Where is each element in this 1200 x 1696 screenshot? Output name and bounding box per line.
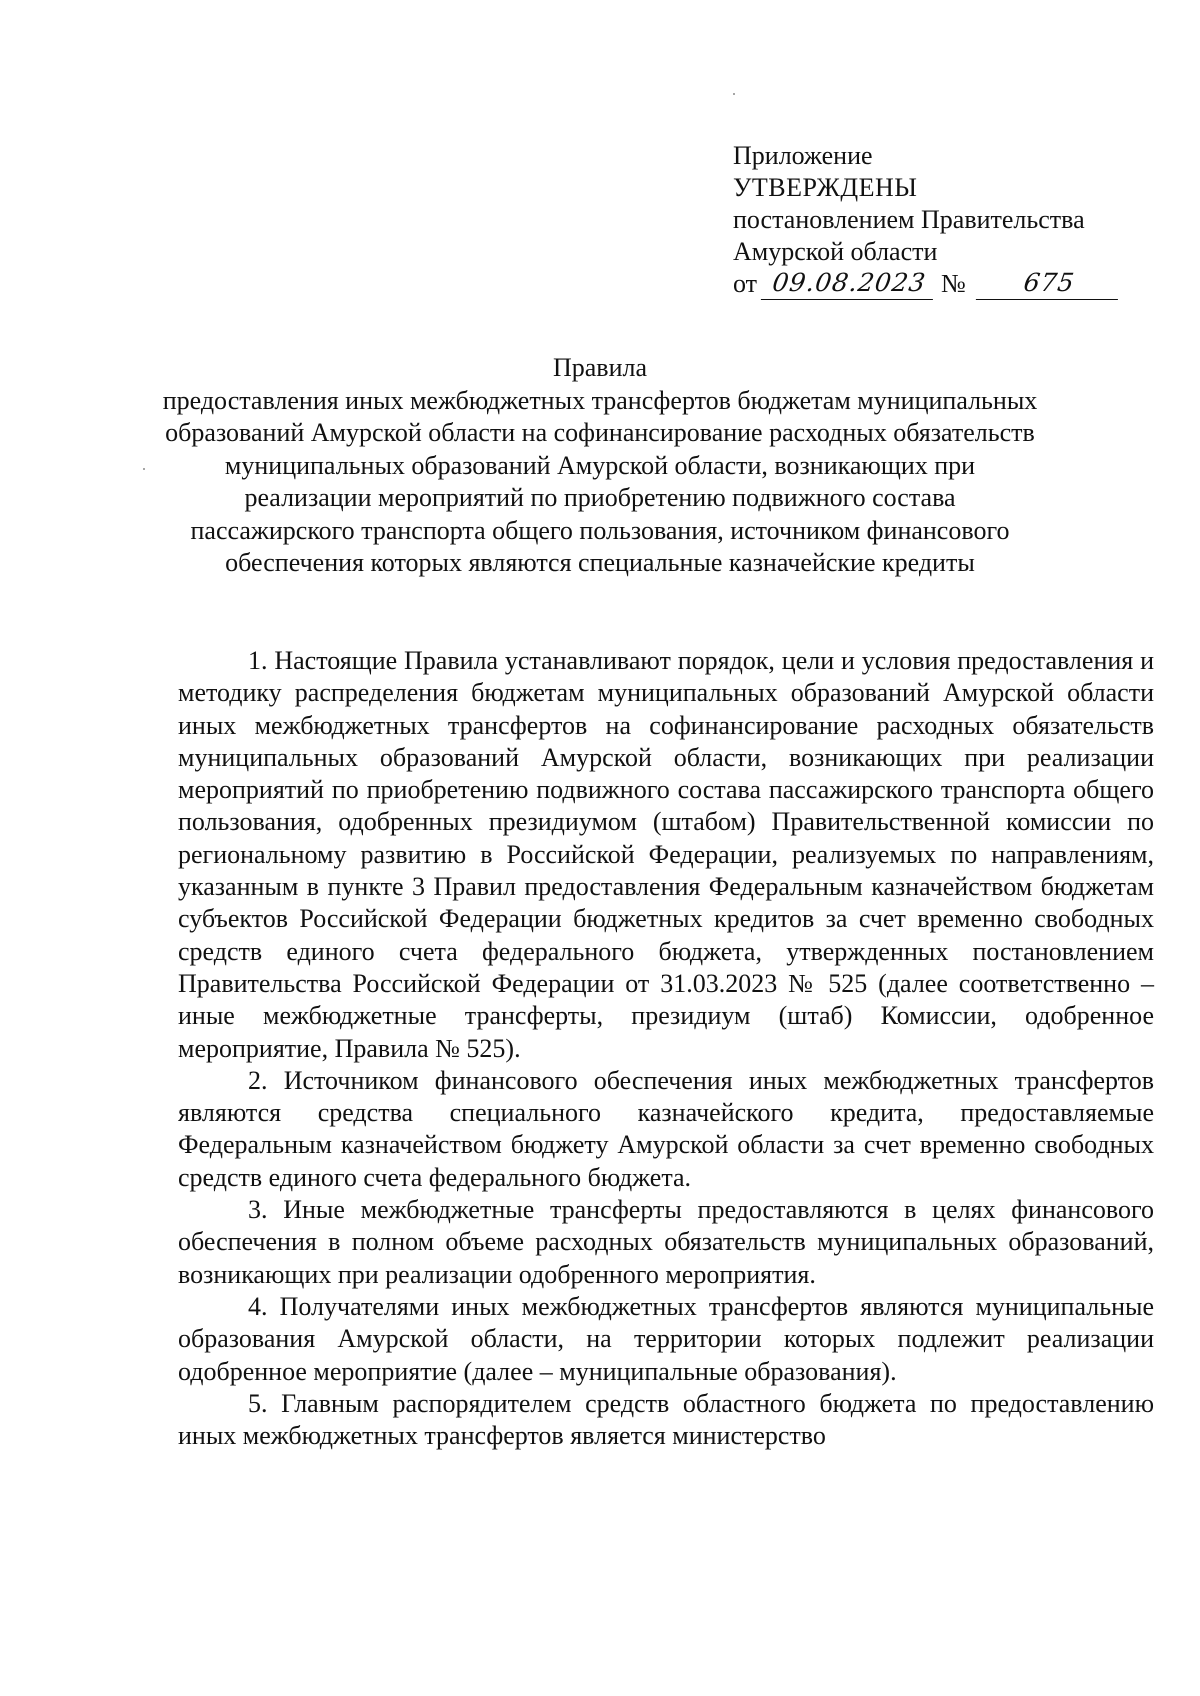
paragraph-3: 3. Иные межбюджетные трансферты предоставляются в целях финансового обеспечения в полном объеме расходных обязательств муниципальных образований, возникающих при реализации одобренного мероприятия. (178, 1195, 1154, 1289)
date-number-row (733, 268, 1133, 300)
date-prefix: от (733, 269, 758, 298)
document-title (160, 352, 1040, 580)
title-heading: Правила (552, 353, 648, 382)
number-sign: № (941, 269, 966, 298)
paragraph-5: 5. Главным распорядителем средств областного бюджета по предоставлению иных межбюджетных трансфертов является министерство (178, 1388, 1154, 1451)
document-body (178, 645, 1154, 1452)
title-subtitle: предоставления иных межбюджетных трансфертов бюджетам муниципальных образований Амурской области на софинансирование расходных обязательств муниципальных образований Амурской области, возникающих при реализации мероприятий по приобретению подвижного состава пассажирского транспорта общего пользования, источником финансового обеспечения которых являются специальные казначейские кредиты (162, 385, 1038, 577)
approved-label: УТВЕРЖДЕНЫ (733, 173, 918, 202)
scan-speck (733, 93, 735, 95)
scan-speck (143, 468, 145, 470)
appendix-label: Приложение (733, 141, 873, 170)
paragraph-1: 1. Настоящие Правила устанавливают порядок, цели и условия предоставления и методику распределения бюджетам муниципальных образований Амурской области иных межбюджетных трансфертов на софинансирование расходных обязательств муниципальных образований Амурской области, возникающих при реализации мероприятий по приобретению подвижного состава пассажирского транспорта общего пользования, одобренных президиумом (штабом) Правительственной комиссии по региональному развитию в Российской Федерации, реализуемых по направлениям, указанным в пункте 3 Правил предоставления Федеральным казначейством бюджетам субъектов Российской Федерации бюджетных кредитов за счет временно свободных средств единого счета федерального бюджета, утвержденных постановлением Правительства Российской Федерации от 31.03.2023 № 525 (далее соответственно – иные межбюджетные трансферты, президиум (штаб) Комиссии, одобренное мероприятие, Правила № 525). (178, 646, 1154, 1063)
paragraph-2: 2. Источником финансового обеспечения иных межбюджетных трансфертов являются средства специального казначейского кредита, предоставляемые Федеральным казначейством бюджету Амурской области за счет временно свободных средств единого счета федерального бюджета. (178, 1065, 1154, 1192)
approval-block (733, 140, 1133, 300)
handwritten-date: 09.08.2023 (761, 269, 937, 300)
region-label: Амурской области (733, 237, 938, 266)
handwritten-number: 675 (976, 269, 1122, 300)
paragraph-4: 4. Получателями иных межбюджетных трансфертов являются муниципальные образования Амурской области, на территории которых подлежит реализации одобренное мероприятие (далее – муниципальные образования). (178, 1291, 1154, 1386)
approved-by-label: постановлением Правительства (733, 205, 1085, 234)
